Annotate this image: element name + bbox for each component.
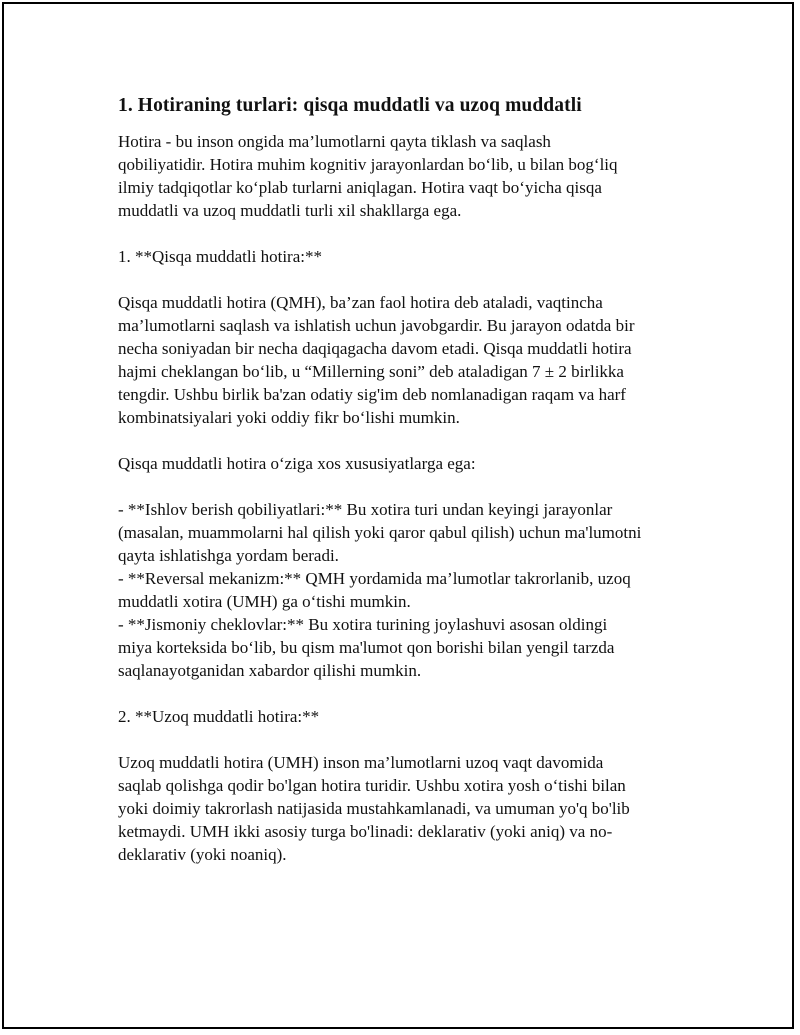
line: necha soniyadan bir necha daqiqagacha davom etadi. Qisqa muddatli hotira bbox=[118, 339, 632, 358]
line: tengdir. Ushbu birlik ba'zan odatiy sig'im deb nomlanadigan raqam va harf bbox=[118, 385, 626, 404]
line: ma’lumotlarni saqlash va ishlatish uchun javobgardir. Bu jarayon odatda bir bbox=[118, 316, 635, 335]
line: miya korteksida bo‘lib, bu qism ma'lumot qon borishi bilan yengil tarzda bbox=[118, 638, 615, 657]
paragraph-gap bbox=[118, 429, 698, 452]
long-term-paragraph bbox=[118, 751, 698, 866]
line: qayta ishlatishga yordam beradi. bbox=[118, 546, 339, 565]
line: deklarativ (yoki noaniq). bbox=[118, 845, 287, 864]
section-heading: 1. Hotiraning turlari: qisqa muddatli va uzoq muddatli bbox=[118, 95, 582, 116]
line: ilmiy tadqiqotlar ko‘plab turlarni aniqlagan. Hotira vaqt bo‘yicha qisqa bbox=[118, 178, 602, 197]
line: - **Ishlov berish qobiliyatlari:** Bu xotira turi undan keyingi jarayonlar bbox=[118, 500, 613, 519]
document-body bbox=[118, 93, 698, 866]
paragraph-gap bbox=[118, 682, 698, 705]
long-term-heading bbox=[118, 705, 698, 728]
line: Qisqa muddatli hotira o‘ziga xos xususiyatlarga ega: bbox=[118, 454, 476, 473]
line: muddatli va uzoq muddatli turli xil shakllarga ega. bbox=[118, 201, 462, 220]
short-term-heading bbox=[118, 245, 698, 268]
paragraph-gap bbox=[118, 268, 698, 291]
line: saqlanayotganidan xabardor qilishi mumkin. bbox=[118, 661, 422, 680]
line: 2. **Uzoq muddatli hotira:** bbox=[118, 707, 320, 726]
line: - **Reversal mekanizm:** QMH yordamida ma’lumotlar takrorlanib, uzoq bbox=[118, 569, 631, 588]
line: (masalan, muammolarni hal qilish yoki qaror qabul qilish) uchun ma'lumotni bbox=[118, 523, 642, 542]
line: saqlab qolishga qodir bo'lgan hotira turidir. Ushbu xotira yosh o‘tishi bilan bbox=[118, 776, 626, 795]
features-list bbox=[118, 498, 698, 682]
line: Uzoq muddatli hotira (UMH) inson ma’lumotlarni uzoq vaqt davomida bbox=[118, 753, 604, 772]
line: Hotira - bu inson ongida ma’lumotlarni qayta tiklash va saqlash bbox=[118, 132, 551, 151]
short-term-paragraph bbox=[118, 291, 698, 429]
intro-paragraph bbox=[118, 130, 698, 222]
line: qobiliyatidir. Hotira muhim kognitiv jarayonlardan bo‘lib, u bilan bog‘liq bbox=[118, 155, 618, 174]
paragraph-gap bbox=[118, 728, 698, 751]
line: 1. **Qisqa muddatli hotira:** bbox=[118, 247, 322, 266]
line: - **Jismoniy cheklovlar:** Bu xotira turining joylashuvi asosan oldingi bbox=[118, 615, 608, 634]
features-intro bbox=[118, 452, 698, 475]
line: kombinatsiyalari yoki oddiy fikr bo‘lishi mumkin. bbox=[118, 408, 460, 427]
line: muddatli xotira (UMH) ga o‘tishi mumkin. bbox=[118, 592, 411, 611]
line: hajmi cheklangan bo‘lib, u “Millerning soni” deb ataladigan 7 ± 2 birlikka bbox=[118, 362, 624, 381]
paragraph-gap bbox=[118, 475, 698, 498]
line: yoki doimiy takrorlash natijasida mustahkamlanadi, va umuman yo'q bo'lib bbox=[118, 799, 630, 818]
line: Qisqa muddatli hotira (QMH), ba’zan faol hotira deb ataladi, vaqtincha bbox=[118, 293, 603, 312]
paragraph-gap bbox=[118, 222, 698, 245]
line: ketmaydi. UMH ikki asosiy turga bo'linadi: deklarativ (yoki aniq) va no- bbox=[118, 822, 613, 841]
